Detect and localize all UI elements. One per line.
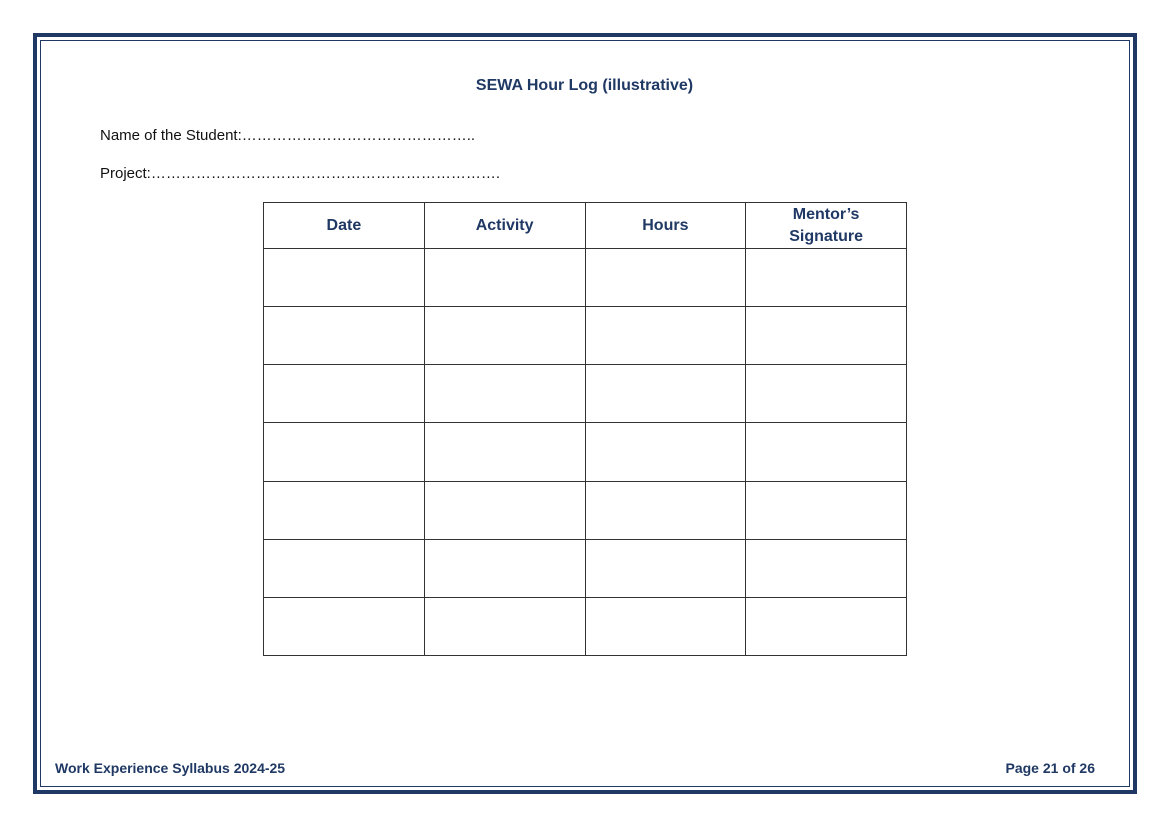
table-cell [264, 423, 425, 481]
table-header-row [264, 203, 907, 249]
table-row [264, 597, 907, 655]
table-cell [585, 539, 746, 597]
table-body [264, 249, 907, 656]
project-field: Project:……………………………………………………………. [100, 165, 501, 182]
table-cell [424, 249, 585, 307]
table-cell [264, 307, 425, 365]
table-cell [424, 365, 585, 423]
column-header-hours: Hours [585, 203, 746, 249]
table-row [264, 365, 907, 423]
table-cell [585, 481, 746, 539]
column-header-activity: Activity [424, 203, 585, 249]
table-cell [264, 365, 425, 423]
student-name-field: Name of the Student:……………………………………….. [100, 127, 476, 144]
table-cell [585, 423, 746, 481]
table-cell [746, 423, 907, 481]
column-header-date: Date [264, 203, 425, 249]
table-cell [264, 481, 425, 539]
table-cell [264, 539, 425, 597]
table-cell [746, 249, 907, 307]
table-cell [424, 423, 585, 481]
table-row [264, 307, 907, 365]
footer-page-number: Page 21 of 26 [1005, 760, 1095, 776]
table-cell [746, 365, 907, 423]
table-row [264, 539, 907, 597]
table-cell [746, 481, 907, 539]
table-cell [746, 307, 907, 365]
table-cell [585, 249, 746, 307]
column-header-mentor-signature: Mentor’s Signature [746, 203, 907, 249]
table-row [264, 249, 907, 307]
footer-syllabus-title: Work Experience Syllabus 2024-25 [55, 760, 286, 776]
table-row [264, 423, 907, 481]
table-cell [264, 249, 425, 307]
table-cell [746, 597, 907, 655]
table-row [264, 481, 907, 539]
table-cell [424, 481, 585, 539]
page-title: SEWA Hour Log (illustrative) [475, 77, 694, 94]
table-cell [424, 307, 585, 365]
table-cell [746, 539, 907, 597]
table-cell [585, 307, 746, 365]
hour-log-table [263, 202, 907, 656]
table-cell [585, 365, 746, 423]
table-cell [585, 597, 746, 655]
table-cell [264, 597, 425, 655]
table-cell [424, 597, 585, 655]
table-cell [424, 539, 585, 597]
